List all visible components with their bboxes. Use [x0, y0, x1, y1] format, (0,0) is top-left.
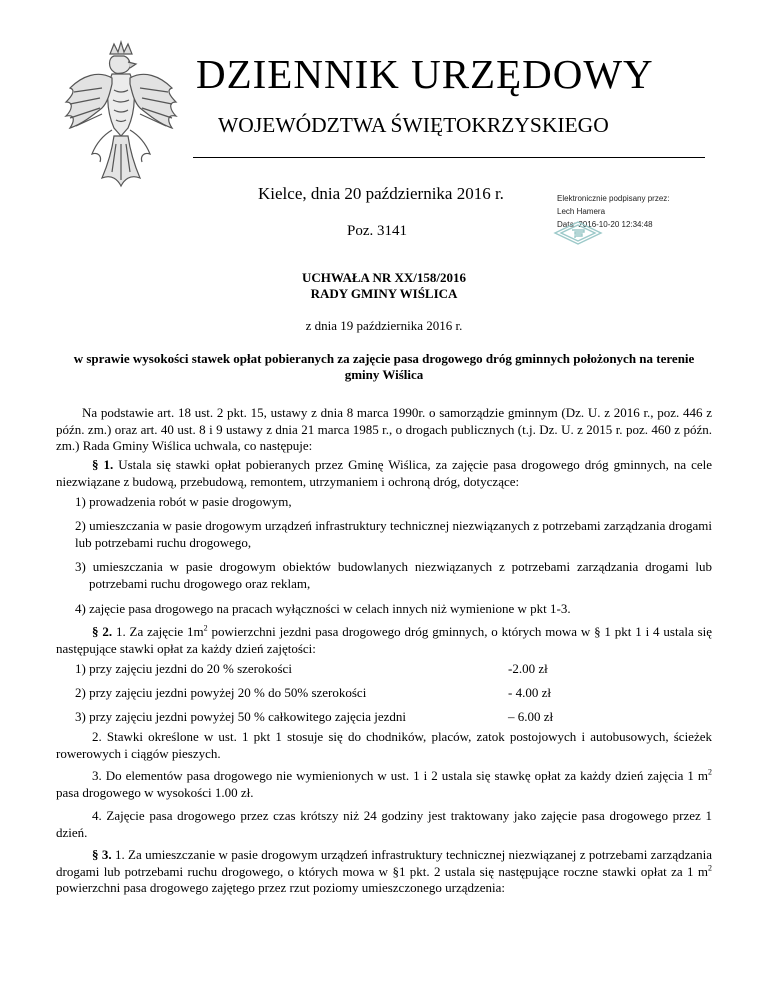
signature-date: Data: 2016-10-20 12:34:48	[557, 220, 653, 229]
list-item: 4) zajęcie pasa drogowego na pracach wyłączności w celach innych niż wymienione w pkt 1-3.	[75, 601, 571, 616]
section-2-paragraph	[56, 624, 712, 657]
section-2-text-a: 1. Za zajęcie 1m	[112, 624, 204, 639]
resolution-subject: w sprawie wysokości stawek opłat pobieranych za zajęcie pasa drogowego dróg gminnych położonych na terenie gminy Wiślica	[73, 351, 695, 382]
list-item-text: 2) umieszczania w pasie drogowym urządzeń infrastruktury technicznej niezwiązanych z potrzebami zarządzania drogami lub potrzebami ruchu drogowego,	[75, 518, 712, 550]
list-item: 1) prowadzenia robót w pasie drogowym,	[75, 494, 292, 509]
section-3-text-b: powierzchni pasa drogowego zajętego przez rzut poziomy umieszczonego urządzenia:	[56, 880, 506, 895]
section-1-label: § 1.	[92, 457, 114, 472]
list-item	[75, 518, 712, 551]
header-divider	[193, 157, 705, 158]
list-item-text: 3) umieszczania w pasie drogowym obiektów budowlanych niezwiązanych z potrzebami zarządzania drogami lub potrzebami ruchu drogowego oraz reklam,	[75, 559, 712, 591]
section-3-paragraph	[56, 847, 712, 897]
section-1-text: Ustala się stawki opłat pobieranych przez Gminę Wiślica, za zajęcie pasa drogowego dróg gminnych, na cele niezwiązane z budową, przebudową, remontem, utrzymaniem i ochroną dróg, dotyczące:	[56, 457, 712, 489]
section-1-paragraph	[56, 457, 712, 490]
superscript: 2	[708, 767, 712, 777]
journal-title: DZIENNIK URZĘDOWY	[196, 51, 654, 97]
rate-item: 1) przy zajęciu jezdni do 20 % szerokości	[75, 661, 292, 676]
rate-value: - 4.00 zł	[508, 685, 551, 700]
preamble-paragraph: Na podstawie art. 18 ust. 2 pkt. 15, ustawy z dnia 8 marca 1990r. o samorządzie gminnym (Dz. U. z 2016 r., poz. 446 z późn. zm.) oraz art. 40 ust. 8 i 9 ustawy z dnia 21 marca 1985 r., o drogach publicznych (t.j. Dz. U. z 2015 r. poz. 460 z późn. zm.) Rada Gminy Wiślica uchwala, co następuje:	[56, 405, 712, 453]
rate-value: – 6.00 zł	[508, 709, 554, 724]
resolution-date: z dnia 19 października 2016 r.	[305, 318, 463, 333]
polish-eagle-emblem-icon	[62, 40, 180, 188]
rate-item: 2) przy zajęciu jezdni powyżej 20 % do 50% szerokości	[75, 685, 367, 700]
point-3-text-a: 3. Do elementów pasa drogowego nie wymienionych w ust. 1 i 2 ustala się stawkę opłat za każdy dzień zajęcia 1 m	[92, 768, 708, 783]
position-number: Poz. 3141	[347, 223, 407, 239]
section-2-point-3	[56, 768, 712, 801]
publication-date: Kielce, dnia 20 października 2016 r.	[258, 184, 504, 203]
section-2-text-b: powierzchni jezdni pasa drogowego dróg gminnych, o których mowa w § 1 pkt 1 i 4 ustala się następujące stawki opłat za każdy dzień zajętości:	[56, 624, 713, 656]
journal-subtitle: WOJEWÓDZTWA ŚWIĘTOKRZYSKIEGO	[218, 113, 609, 137]
resolution-council: RADY GMINY WIŚLICA	[310, 286, 458, 301]
superscript: 2	[203, 623, 208, 633]
section-2-point-4: 4. Zajęcie pasa drogowego przez czas krótszy niż 24 godziny jest traktowany jako zajęcie pasa drogowego przez 1 dzień.	[56, 808, 712, 840]
signature-signer: Lech Hamera	[557, 207, 606, 216]
signature-label: Elektronicznie podpisany przez:	[557, 194, 670, 203]
list-item	[75, 559, 712, 592]
rate-value: -2.00 zł	[508, 661, 548, 676]
resolution-number: UCHWAŁA NR XX/158/2016	[302, 270, 466, 285]
signature-verification-icon[interactable]	[553, 220, 603, 246]
section-2-label: § 2.	[92, 624, 113, 639]
rate-item: 3) przy zajęciu jezdni powyżej 50 % całkowitego zajęcia jezdni	[75, 709, 406, 724]
section-3-text-a: 1. Za umieszczanie w pasie drogowym urządzeń infrastruktury technicznej niezwiązanej z potrzebami zarządzania drogami lub potrzebami ruchu drogowego, o których mowa w §1 pkt. 2 ustala się następujące roczne stawki opłat za 1 m	[56, 847, 713, 879]
superscript: 2	[708, 863, 712, 873]
point-3-text-b: pasa drogowego w wysokości 1.00 zł.	[56, 784, 254, 800]
section-3-label: § 3.	[92, 847, 112, 862]
section-2-point-2: 2. Stawki określone w ust. 1 pkt 1 stosuje się do chodników, placów, zatok postojowych i autobusowych, ścieżek rowerowych i ciągów pieszych.	[56, 729, 712, 761]
